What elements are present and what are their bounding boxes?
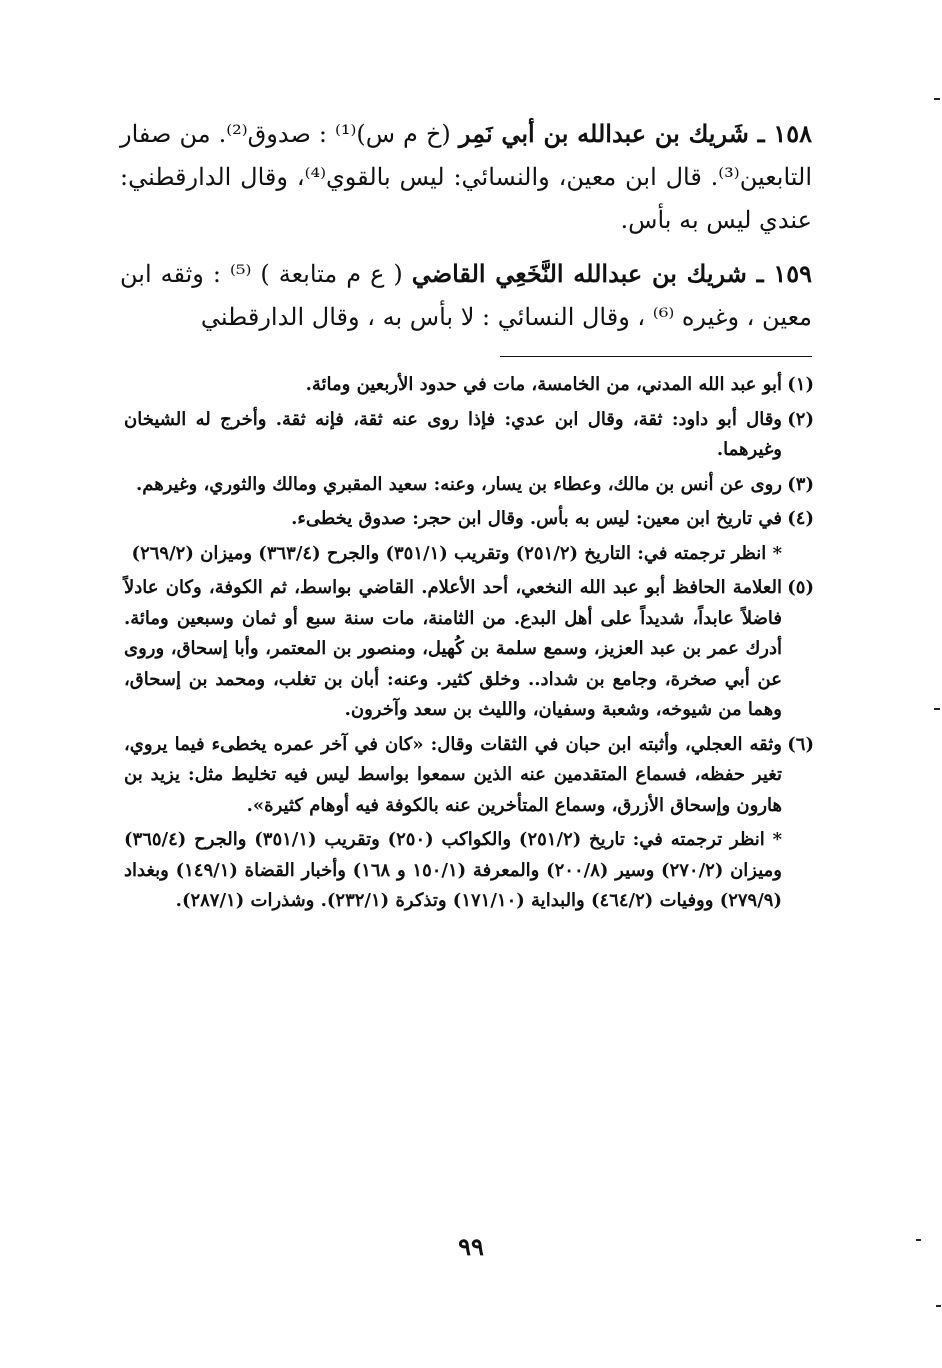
scan-mark [934, 708, 940, 710]
entry-158-heading: ١٥٨ ـ شَريك بن عبدالله بن أبي نَمِر [458, 119, 813, 148]
footnote-text: في تاريخ ابن معين: ليس به بأس. وقال ابن حجر: صدوق يخطىء. [291, 508, 782, 529]
footnote-5 [124, 573, 814, 726]
footnote-number: (٣) [787, 473, 814, 495]
entry-159-body: ( ع م متابعة ) ⁽⁵⁾ : وثقه ابن معين ، وغيره ⁽⁶⁾ ، وقال النسائي : لا بأس به ، وقال الدارقطني [120, 260, 812, 331]
footnote-2 [124, 405, 814, 466]
footnote-text: أبو عبد الله المدني، من الخامسة، مات في حدود الأربعين ومائة. [305, 374, 782, 395]
footnote-1 [124, 370, 814, 401]
scan-mark [936, 1305, 941, 1307]
scan-mark [916, 1239, 921, 1241]
page-number: ٩٩ [458, 1232, 484, 1261]
footnote-4 [124, 504, 814, 535]
footnote-3 [124, 470, 814, 501]
footnote-number: (٦) [787, 733, 814, 755]
footnote-number: (١) [787, 374, 814, 395]
footnote-text: وقال أبو داود: ثقة، وقال ابن عدي: فإذا روى عنه ثقة، فإنه ثقة. وأخرج له الشيخان وغيرهما. [124, 408, 782, 460]
entry-159-heading: ١٥٩ ـ شريك بن عبدالله النَّخَعِي القاضي [411, 259, 812, 288]
scan-mark [934, 98, 940, 100]
footnote-number: (٤) [787, 508, 814, 529]
footnotes [124, 370, 814, 921]
footnote-6 [124, 730, 814, 822]
footnote-4-references: * انظر ترجمته في: التاريخ (٢٥١/٢) وتقريب (٣٥١/١) والجرح (٣٦٣/٤) وميزان (٢٦٩/٢) [131, 542, 782, 564]
entry-158-body: (خ م س)⁽¹⁾ : صدوق⁽²⁾. من صفار التابعين⁽³⁾. قال ابن معين، والنسائي: ليس بالقوي⁽⁴⁾، وقال الدارقطني: عندي ليس به بأس. [120, 120, 812, 234]
footnote-number: (٥) [787, 577, 814, 598]
entry-159 [120, 252, 812, 339]
main-text [120, 112, 812, 349]
footnote-text: روى عن أنس بن مالك، وعطاء بن يسار، وعنه: سعيد المقبري ومالك والثوري، وغيرهم. [136, 473, 782, 495]
footnote-number: (٢) [787, 408, 814, 430]
footnote-divider [500, 356, 812, 357]
footnote-text: وثقه العجلي، وأثبته ابن حبان في الثقات وقال: «كان في آخر عمره يخطىء فيما يروي، تغير حفظه، فسماع المتقدمين عنه الذين سمعوا بواسط ليس فيه تخليط مثل: يزيد بن هارون وإسحاق الأزرق، وسماع المتأخرين عنه بالكوفة فيه أوهام كثيرة». [124, 733, 782, 816]
footnote-text: العلامة الحافظ أبو عبد الله النخعي، أحد الأعلام. القاضي بواسط، ثم الكوفة، وكان عادلاً فاضلاً عابداً، شديداً على أهل البدع. من الثامنة، مات سنة سبع أو ثمان وسبعين ومائة. أدرك عمر بن عبد العزيز، وسمع سلمة بن كُهيل، ومنصور بن المعتمر، وأبا إسحاق، وروى عن أبي صخرة، وجامع بن شداد.. وخلق كثير. وعنه: أبان بن تغلب، ومحمد بن إسحاق، وهما من شيوخه، وشعبة وسفيان، والليث بن سعد وآخرون. [124, 577, 782, 720]
entry-158 [120, 112, 812, 242]
footnote-6-references: * انظر ترجمته في: تاريخ (٢٥١/٢) والكواكب (٢٥٠) وتقريب (٣٥١/١) والجرح (٣٦٥/٤) وميزان (٢٧٠/٢) وسير (٢٠٠/٨) والمعرفة (١٥٠/١ و ١٦٨) وأخبار القضاة (١٤٩/١) وبغداد (٢٧٩/٩) ووفيات (٤٦٤/٢) والبداية (١٧١/١٠) وتذكرة (٢٣٢/١). وشذرات (٢٨٧/١). [124, 829, 782, 911]
